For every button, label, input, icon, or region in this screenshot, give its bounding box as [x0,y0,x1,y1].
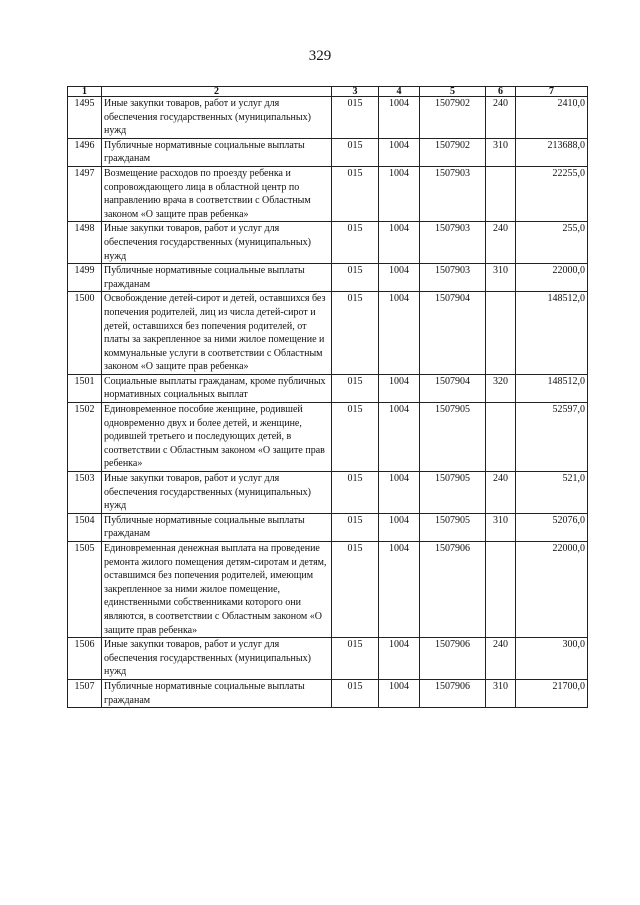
section-code-cell: 1004 [379,292,420,375]
sum-cell: 213688,0 [516,138,588,166]
column-header: 3 [332,87,379,97]
ministry-code-cell: 015 [332,403,379,472]
target-code-cell: 1507903 [420,166,486,221]
table-row [68,264,588,292]
section-code-cell: 1004 [379,638,420,680]
section-code-cell: 1004 [379,222,420,264]
table-row [68,679,588,707]
sum-cell: 52076,0 [516,513,588,541]
expense-type-cell: 310 [486,513,516,541]
sum-cell: 2410,0 [516,97,588,139]
row-name-cell: Иные закупки товаров, работ и услуг для обеспечения государственных (муниципальных) нужд [102,638,332,680]
column-header: 1 [68,87,102,97]
target-code-cell: 1507904 [420,292,486,375]
section-code-cell: 1004 [379,138,420,166]
row-name-cell: Иные закупки товаров, работ и услуг для обеспечения государственных (муниципальных) нужд [102,97,332,139]
expense-type-cell: 240 [486,222,516,264]
table-row [68,472,588,514]
row-number-cell: 1503 [68,472,102,514]
table-row [68,513,588,541]
table-row [68,374,588,402]
table-row [68,166,588,221]
table-row [68,97,588,139]
row-name-cell: Публичные нормативные социальные выплаты гражданам [102,679,332,707]
section-code-cell: 1004 [379,374,420,402]
row-name-cell: Единовременное пособие женщине, родившей одновременно двух и более детей, и женщине, родившей третьего и последующих детей, в соответствии с Областным законом «О защите прав ребенка» [102,403,332,472]
table-header-row [68,87,588,97]
ministry-code-cell: 015 [332,542,379,638]
sum-cell: 22255,0 [516,166,588,221]
row-number-cell: 1505 [68,542,102,638]
budget-table [67,86,588,708]
section-code-cell: 1004 [379,97,420,139]
expense-type-cell [486,166,516,221]
expense-type-cell: 240 [486,472,516,514]
table-row [68,138,588,166]
row-number-cell: 1495 [68,97,102,139]
column-header: 4 [379,87,420,97]
section-code-cell: 1004 [379,264,420,292]
table-row [68,222,588,264]
section-code-cell: 1004 [379,679,420,707]
sum-cell: 22000,0 [516,542,588,638]
ministry-code-cell: 015 [332,638,379,680]
table-body [68,97,588,708]
ministry-code-cell: 015 [332,679,379,707]
ministry-code-cell: 015 [332,138,379,166]
ministry-code-cell: 015 [332,472,379,514]
sum-cell: 521,0 [516,472,588,514]
expense-type-cell: 310 [486,679,516,707]
sum-cell: 148512,0 [516,374,588,402]
column-header: 2 [102,87,332,97]
ministry-code-cell: 015 [332,513,379,541]
table-row [68,638,588,680]
target-code-cell: 1507902 [420,97,486,139]
ministry-code-cell: 015 [332,222,379,264]
row-name-cell: Публичные нормативные социальные выплаты гражданам [102,264,332,292]
section-code-cell: 1004 [379,542,420,638]
sum-cell: 300,0 [516,638,588,680]
column-header: 6 [486,87,516,97]
table-row [68,542,588,638]
target-code-cell: 1507905 [420,513,486,541]
sum-cell: 148512,0 [516,292,588,375]
row-number-cell: 1502 [68,403,102,472]
ministry-code-cell: 015 [332,166,379,221]
row-number-cell: 1501 [68,374,102,402]
section-code-cell: 1004 [379,166,420,221]
expense-type-cell [486,542,516,638]
row-number-cell: 1507 [68,679,102,707]
target-code-cell: 1507906 [420,679,486,707]
row-name-cell: Социальные выплаты гражданам, кроме публичных нормативных социальных выплат [102,374,332,402]
target-code-cell: 1507906 [420,638,486,680]
section-code-cell: 1004 [379,513,420,541]
table-row [68,403,588,472]
row-number-cell: 1506 [68,638,102,680]
sum-cell: 21700,0 [516,679,588,707]
ministry-code-cell: 015 [332,374,379,402]
column-header: 7 [516,87,588,97]
ministry-code-cell: 015 [332,292,379,375]
section-code-cell: 1004 [379,472,420,514]
row-number-cell: 1499 [68,264,102,292]
sum-cell: 52597,0 [516,403,588,472]
page-number: 329 [308,48,332,64]
row-number-cell: 1500 [68,292,102,375]
row-number-cell: 1496 [68,138,102,166]
target-code-cell: 1507905 [420,403,486,472]
row-name-cell: Возмещение расходов по проезду ребенка и сопровождающего лица в областной центр по направлению врача в соответствии с Областным законом «О защите прав ребенка» [102,166,332,221]
row-name-cell: Иные закупки товаров, работ и услуг для обеспечения государственных (муниципальных) нужд [102,472,332,514]
target-code-cell: 1507903 [420,264,486,292]
row-name-cell: Иные закупки товаров, работ и услуг для обеспечения государственных (муниципальных) нужд [102,222,332,264]
table-row [68,292,588,375]
target-code-cell: 1507903 [420,222,486,264]
expense-type-cell: 310 [486,138,516,166]
sum-cell: 255,0 [516,222,588,264]
column-header: 5 [420,87,486,97]
row-number-cell: 1498 [68,222,102,264]
section-code-cell: 1004 [379,403,420,472]
ministry-code-cell: 015 [332,97,379,139]
row-name-cell: Освобождение детей-сирот и детей, оставшихся без попечения родителей, лиц из числа детей-сирот и детей, оставшихся без попечения родителей, от платы за закрепленное за ними жилое помещение и коммунальные услуги в соответствии с Областным законом «О защите прав ребенка» [102,292,332,375]
target-code-cell: 1507906 [420,542,486,638]
row-number-cell: 1504 [68,513,102,541]
ministry-code-cell: 015 [332,264,379,292]
target-code-cell: 1507905 [420,472,486,514]
expense-type-cell [486,403,516,472]
target-code-cell: 1507904 [420,374,486,402]
sum-cell: 22000,0 [516,264,588,292]
expense-type-cell [486,292,516,375]
row-name-cell: Публичные нормативные социальные выплаты гражданам [102,513,332,541]
expense-type-cell: 240 [486,97,516,139]
row-name-cell: Единовременная денежная выплата на проведение ремонта жилого помещения детям-сиротам и детям, оставшимся без попечения родителей, имеющим закрепленное за ними жилое помещение, единственными собственниками которого они являются, в соответствии с Областным законом «О защите прав ребенка» [102,542,332,638]
row-name-cell: Публичные нормативные социальные выплаты гражданам [102,138,332,166]
target-code-cell: 1507902 [420,138,486,166]
row-number-cell: 1497 [68,166,102,221]
expense-type-cell: 310 [486,264,516,292]
expense-type-cell: 320 [486,374,516,402]
expense-type-cell: 240 [486,638,516,680]
